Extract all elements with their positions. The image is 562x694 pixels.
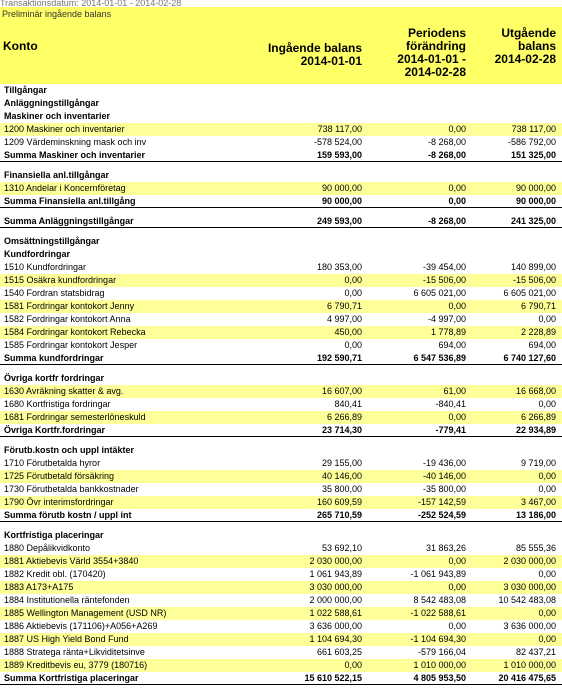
opening-balance-cell: 661 603,25 bbox=[316, 647, 362, 657]
row-label: Finansiella anl.tillgångar bbox=[4, 170, 110, 180]
period-change-label-1: Periodens bbox=[407, 26, 466, 40]
account-row bbox=[0, 300, 562, 313]
summary-row bbox=[0, 672, 562, 685]
period-change-cell: 0,00 bbox=[448, 621, 466, 631]
period-change-cell: 1 778,89 bbox=[430, 327, 466, 337]
closing-balance-cell: 140 899,00 bbox=[510, 262, 556, 272]
section-heading-row bbox=[0, 84, 562, 97]
account-row bbox=[0, 287, 562, 300]
row-label: Summa Maskiner och inventarier bbox=[4, 150, 146, 160]
row-label: Anläggningstillgångar bbox=[4, 98, 100, 108]
opening-balance-date: 2014-01-01 bbox=[300, 54, 362, 68]
spacer-row bbox=[0, 437, 562, 444]
period-change-cell: -15 506,00 bbox=[422, 275, 466, 285]
period-change-cell: -840,41 bbox=[435, 399, 466, 409]
row-label: Förutb.kostn och uppl intäkter bbox=[4, 445, 134, 455]
closing-balance-cell: 85 555,36 bbox=[515, 543, 556, 553]
row-label: 1884 Institutionella räntefonden bbox=[4, 595, 130, 605]
row-label: 1881 Aktiebevis Värld 3554+3840 bbox=[4, 556, 139, 566]
closing-balance-cell: 2 228,89 bbox=[520, 327, 556, 337]
row-label: Summa förutb kostn / uppl int bbox=[4, 510, 132, 520]
closing-balance-cell: 10 542 483,08 bbox=[498, 595, 556, 605]
closing-balance-cell: 6 740 127,60 bbox=[503, 353, 556, 363]
row-label: 1725 Förutbetald försäkring bbox=[4, 471, 115, 481]
section-heading-row bbox=[0, 169, 562, 182]
opening-balance-cell: -578 524,00 bbox=[313, 137, 362, 147]
period-change-cell: -40 146,00 bbox=[422, 471, 466, 481]
row-label: 1886 Aktiebevis (171106)+A056+A269 bbox=[4, 621, 158, 631]
summary-row bbox=[0, 149, 562, 162]
row-label: Tillgångar bbox=[4, 85, 47, 95]
section-heading-row bbox=[0, 248, 562, 261]
period-change-cell: 0,00 bbox=[448, 556, 466, 566]
row-label: Maskiner och inventarier bbox=[4, 111, 111, 121]
closing-balance-cell: 0,00 bbox=[538, 569, 556, 579]
opening-balance-cell: 2 030 000,00 bbox=[309, 556, 362, 566]
opening-balance-cell: 4 997,00 bbox=[326, 314, 362, 324]
period-change-cell: 4 805 953,50 bbox=[413, 673, 466, 683]
closing-balance-date: 2014-02-28 bbox=[494, 52, 556, 66]
closing-balance-cell: 738 117,00 bbox=[511, 124, 556, 134]
opening-balance-cell: 1 104 694,30 bbox=[309, 634, 362, 644]
closing-balance-cell: 2 030 000,00 bbox=[503, 556, 556, 566]
account-row bbox=[0, 339, 562, 352]
section-heading-row bbox=[0, 110, 562, 123]
closing-balance-cell: -15 506,00 bbox=[512, 275, 556, 285]
closing-balance-cell: 13 186,00 bbox=[515, 510, 556, 520]
closing-balance-cell: 0,00 bbox=[538, 314, 556, 324]
row-label: 1889 Kreditbevis eu, 3779 (180716) bbox=[4, 660, 148, 670]
opening-balance-cell: 265 710,59 bbox=[316, 510, 362, 520]
row-label: 1882 Kredit obl. (170420) bbox=[4, 569, 106, 579]
period-change-cell: -1 061 943,89 bbox=[410, 569, 466, 579]
row-label: 1515 Osäkra kundfordringar bbox=[4, 275, 117, 285]
opening-balance-cell: 6 266,89 bbox=[326, 412, 362, 422]
opening-balance-cell: 90 000,00 bbox=[321, 196, 362, 206]
opening-balance-cell: 16 607,00 bbox=[321, 386, 362, 396]
row-label: Övriga kortfr fordringar bbox=[4, 373, 105, 383]
row-label: 1880 Depålikvidkonto bbox=[4, 543, 91, 553]
row-label: 1200 Maskiner och inventarier bbox=[4, 124, 125, 134]
period-change-cell: 0,00 bbox=[448, 124, 466, 134]
account-row bbox=[0, 607, 562, 620]
opening-balance-label: Ingående balans bbox=[267, 41, 362, 55]
row-label: 1310 Andelar i Koncernföretag bbox=[4, 183, 126, 193]
opening-balance-cell: 3 636 000,00 bbox=[309, 621, 362, 631]
row-label: 1510 Kundfordringar bbox=[4, 262, 87, 272]
column-header-konto: Konto bbox=[3, 39, 38, 53]
row-label: Summa Anläggningstillgångar bbox=[4, 216, 134, 226]
spacer-row bbox=[0, 228, 562, 235]
account-row bbox=[0, 542, 562, 555]
account-row bbox=[0, 659, 562, 672]
period-change-cell: 1 010 000,00 bbox=[413, 660, 466, 670]
period-change-cell: 0,00 bbox=[448, 412, 466, 422]
row-label: 1680 Kortfristiga fordringar bbox=[4, 399, 111, 409]
opening-balance-cell: 0,00 bbox=[344, 288, 362, 298]
opening-balance-cell: 450,00 bbox=[334, 327, 362, 337]
report-subtitle: Preliminär ingående balans bbox=[2, 9, 112, 19]
row-label: 1888 Strategа ränta+Likviditetsinve bbox=[4, 647, 145, 657]
period-change-cell: 31 863,26 bbox=[425, 543, 466, 553]
row-label: Kortfristiga placeringar bbox=[4, 530, 104, 540]
account-row bbox=[0, 620, 562, 633]
opening-balance-cell: 0,00 bbox=[344, 660, 362, 670]
opening-balance-cell: 40 146,00 bbox=[321, 471, 362, 481]
row-label: Summa kundfordringar bbox=[4, 353, 104, 363]
opening-balance-cell: 180 353,00 bbox=[316, 262, 362, 272]
period-change-cell: -157 142,59 bbox=[417, 497, 466, 507]
row-label: 1209 Värdeminskning mask och inv bbox=[4, 137, 147, 147]
period-change-cell: 6 547 536,89 bbox=[413, 353, 466, 363]
account-row bbox=[0, 123, 562, 136]
opening-balance-cell: 35 800,00 bbox=[321, 484, 362, 494]
account-row bbox=[0, 646, 562, 659]
spacer-row bbox=[0, 365, 562, 372]
closing-balance-cell: 82 437,21 bbox=[515, 647, 556, 657]
row-label: 1883 A173+A175 bbox=[4, 582, 74, 592]
closing-balance-cell: 694,00 bbox=[528, 340, 556, 350]
opening-balance-cell: 1 022 588,61 bbox=[309, 608, 362, 618]
opening-balance-cell: 0,00 bbox=[344, 340, 362, 350]
closing-balance-cell: 151 325,00 bbox=[510, 150, 556, 160]
closing-balance-cell: -586 792,00 bbox=[507, 137, 556, 147]
closing-balance-cell: 6 790,71 bbox=[520, 301, 556, 311]
opening-balance-cell: 160 609,59 bbox=[316, 497, 362, 507]
period-change-cell: -35 800,00 bbox=[422, 484, 466, 494]
period-change-cell: -19 436,00 bbox=[422, 458, 466, 468]
opening-balance-cell: 3 030 000,00 bbox=[309, 582, 362, 592]
period-change-cell: 8 542 483,08 bbox=[413, 595, 466, 605]
closing-balance-cell: 0,00 bbox=[538, 608, 556, 618]
section-heading-row bbox=[0, 529, 562, 542]
opening-balance-cell: 53 692,10 bbox=[321, 543, 362, 553]
spacer-row bbox=[0, 522, 562, 529]
closing-balance-cell: 0,00 bbox=[538, 471, 556, 481]
account-row bbox=[0, 182, 562, 195]
period-change-cell: -779,41 bbox=[435, 425, 466, 435]
row-label: Övriga Kortfr.fordringar bbox=[4, 425, 106, 435]
section-heading-row bbox=[0, 235, 562, 248]
column-header-period-change bbox=[397, 27, 466, 79]
opening-balance-cell: 840,41 bbox=[334, 399, 362, 409]
closing-balance-label-2: balans bbox=[517, 39, 556, 53]
opening-balance-cell: 249 593,00 bbox=[316, 216, 362, 226]
summary-row bbox=[0, 352, 562, 365]
closing-balance-cell: 6 266,89 bbox=[520, 412, 556, 422]
closing-balance-cell: 0,00 bbox=[538, 634, 556, 644]
closing-balance-cell: 241 325,00 bbox=[510, 216, 556, 226]
closing-balance-cell: 16 668,00 bbox=[515, 386, 556, 396]
row-label: 1710 Förutbetalda hyror bbox=[4, 458, 101, 468]
period-change-cell: -252 524,59 bbox=[417, 510, 466, 520]
closing-balance-cell: 9 719,00 bbox=[520, 458, 556, 468]
summary-row bbox=[0, 215, 562, 228]
section-heading-row bbox=[0, 97, 562, 110]
row-label: 1585 Fordringar kontokort Jesper bbox=[4, 340, 138, 350]
closing-balance-cell: 20 416 475,65 bbox=[498, 673, 556, 683]
period-change-cell: 6 605 021,00 bbox=[413, 288, 466, 298]
spacer-row bbox=[0, 208, 562, 215]
spacer-row bbox=[0, 162, 562, 169]
opening-balance-cell: 29 155,00 bbox=[321, 458, 362, 468]
opening-balance-cell: 159 593,00 bbox=[316, 150, 362, 160]
row-label: 1540 Fordran statsbidrag bbox=[4, 288, 105, 298]
account-row bbox=[0, 326, 562, 339]
row-label: 1681 Fordringar semesterlöneskuld bbox=[4, 412, 146, 422]
period-change-cell: -8 268,00 bbox=[427, 216, 466, 226]
period-change-cell: -8 268,00 bbox=[427, 150, 466, 160]
closing-balance-cell: 0,00 bbox=[538, 484, 556, 494]
account-row bbox=[0, 568, 562, 581]
period-change-cell: -1 022 588,61 bbox=[410, 608, 466, 618]
account-row bbox=[0, 470, 562, 483]
account-row bbox=[0, 411, 562, 424]
period-change-cell: -579 166,04 bbox=[417, 647, 466, 657]
opening-balance-cell: 2 000 000,00 bbox=[309, 595, 362, 605]
table-header bbox=[0, 7, 562, 84]
period-change-cell: -39 454,00 bbox=[422, 262, 466, 272]
period-change-cell: 0,00 bbox=[448, 196, 466, 206]
period-change-cell: 0,00 bbox=[448, 582, 466, 592]
account-row bbox=[0, 555, 562, 568]
opening-balance-cell: 1 061 943,89 bbox=[309, 569, 362, 579]
account-row bbox=[0, 483, 562, 496]
closing-balance-cell: 3 030 000,00 bbox=[503, 582, 556, 592]
row-label: Kundfordringar bbox=[4, 249, 70, 259]
closing-balance-cell: 3 636 000,00 bbox=[503, 621, 556, 631]
section-heading-row bbox=[0, 444, 562, 457]
period-change-cell: 0,00 bbox=[448, 301, 466, 311]
closing-balance-cell: 22 934,89 bbox=[515, 425, 556, 435]
account-row bbox=[0, 274, 562, 287]
column-header-opening-balance bbox=[268, 42, 362, 68]
balance-table-body bbox=[0, 84, 562, 685]
period-change-range-end: 2014-02-28 bbox=[404, 65, 466, 79]
period-change-cell: 694,00 bbox=[438, 340, 466, 350]
row-label: Summa Finansiella anl.tillgång bbox=[4, 196, 136, 206]
account-row bbox=[0, 385, 562, 398]
closing-balance-cell: 90 000,00 bbox=[515, 183, 556, 193]
section-heading-row bbox=[0, 372, 562, 385]
truncated-date-range: Transaktionsdatum: 2014-01-01 - 2014-02-28 bbox=[0, 0, 182, 7]
account-row bbox=[0, 581, 562, 594]
row-label: 1584 Fordringar kontokort Rebecka bbox=[4, 327, 146, 337]
row-label: 1581 Fordringar kontokort Jenny bbox=[4, 301, 135, 311]
account-row bbox=[0, 313, 562, 326]
account-row bbox=[0, 633, 562, 646]
opening-balance-cell: 192 590,71 bbox=[316, 353, 362, 363]
opening-balance-cell: 6 790,71 bbox=[326, 301, 362, 311]
row-label: 1582 Fordringar kontokort Anna bbox=[4, 314, 131, 324]
account-row bbox=[0, 261, 562, 274]
period-change-cell: -1 104 694,30 bbox=[410, 634, 466, 644]
period-change-label-2: förändring bbox=[406, 39, 466, 53]
account-row bbox=[0, 457, 562, 470]
closing-balance-cell: 3 467,00 bbox=[520, 497, 556, 507]
row-label: 1630 Avräkning skatter & avg. bbox=[4, 386, 124, 396]
period-change-cell: -4 997,00 bbox=[427, 314, 466, 324]
row-label: 1885 Wellington Management (USD NR) bbox=[4, 608, 167, 618]
column-header-closing-balance bbox=[495, 27, 556, 66]
row-label: 1730 Förutbetalda bankkostnader bbox=[4, 484, 139, 494]
closing-balance-cell: 0,00 bbox=[538, 399, 556, 409]
closing-balance-cell: 6 605 021,00 bbox=[503, 288, 556, 298]
period-change-range-start: 2014-01-01 - bbox=[397, 52, 466, 66]
opening-balance-cell: 15 610 522,15 bbox=[304, 673, 362, 683]
period-change-cell: -8 268,00 bbox=[427, 137, 466, 147]
opening-balance-cell: 0,00 bbox=[344, 275, 362, 285]
row-label: Omsättningstillgångar bbox=[4, 236, 100, 246]
closing-balance-cell: 1 010 000,00 bbox=[503, 660, 556, 670]
closing-balance-cell: 90 000,00 bbox=[515, 196, 556, 206]
summary-row bbox=[0, 509, 562, 522]
summary-row bbox=[0, 195, 562, 208]
summary-row bbox=[0, 424, 562, 437]
opening-balance-cell: 23 714,30 bbox=[321, 425, 362, 435]
account-row bbox=[0, 136, 562, 149]
account-row bbox=[0, 594, 562, 607]
closing-balance-label-1: Utgående bbox=[501, 26, 556, 40]
opening-balance-cell: 738 117,00 bbox=[317, 124, 362, 134]
account-row bbox=[0, 496, 562, 509]
row-label: Summa Kortfristiga placeringar bbox=[4, 673, 139, 683]
row-label: 1887 US High Yield Bond Fund bbox=[4, 634, 129, 644]
account-row bbox=[0, 398, 562, 411]
row-label: 1790 Övr interimsfordringar bbox=[4, 497, 114, 507]
period-change-cell: 61,00 bbox=[443, 386, 466, 396]
period-change-cell: 0,00 bbox=[448, 183, 466, 193]
opening-balance-cell: 90 000,00 bbox=[321, 183, 362, 193]
